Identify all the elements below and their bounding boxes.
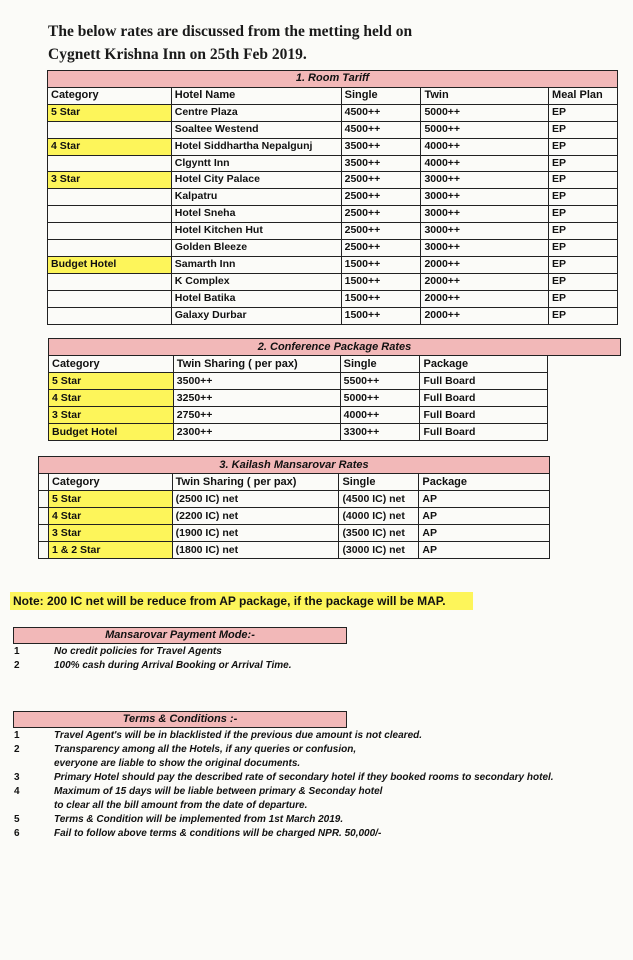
single-rate-cell: 4500++ — [341, 121, 421, 138]
meal-plan-cell: EP — [549, 273, 618, 290]
table-row — [39, 542, 550, 559]
single-rate-cell: 4000++ — [340, 407, 420, 424]
single-rate-cell: (4000 IC) net — [339, 508, 419, 525]
blank-cell — [548, 356, 621, 373]
terms-title: Terms & Conditions :- — [13, 711, 347, 728]
hotel-name-cell: Samarth Inn — [171, 256, 341, 273]
twin-rate-cell: 3500++ — [173, 373, 340, 390]
list-item-number: 1 — [14, 730, 20, 741]
twin-rate-cell: 3000++ — [421, 240, 549, 257]
hotel-name-cell: Kalpatru — [171, 189, 341, 206]
meal-plan-cell: EP — [549, 138, 618, 155]
blank-cell — [39, 491, 49, 508]
package-cell: AP — [419, 542, 550, 559]
list-item-number: 6 — [14, 828, 20, 839]
single-rate-cell: 4500++ — [341, 104, 421, 121]
list-item-text: Terms & Condition will be implemented from 1st March 2019. — [54, 814, 344, 825]
list-item — [14, 813, 554, 827]
list-item-text: Primary Hotel should pay the described rate of secondary hotel if they booked rooms to secondary hotel. — [54, 772, 554, 783]
category-cell — [48, 273, 172, 290]
twin-rate-cell: 3000++ — [421, 189, 549, 206]
col-header: Hotel Name — [171, 87, 341, 104]
list-item-number: 3 — [14, 772, 20, 783]
single-rate-cell: 2500++ — [341, 206, 421, 223]
list-item-number: 1 — [14, 646, 20, 657]
hotel-name-cell: Hotel Kitchen Hut — [171, 223, 341, 240]
package-cell: AP — [419, 491, 550, 508]
package-cell: AP — [419, 525, 550, 542]
table-row — [48, 273, 618, 290]
table-row — [48, 223, 618, 240]
category-cell: 4 Star — [48, 138, 172, 155]
list-item — [14, 785, 554, 799]
conference-table — [48, 338, 621, 441]
category-cell — [48, 189, 172, 206]
meal-plan-cell: EP — [549, 104, 618, 121]
category-cell: 1 & 2 Star — [48, 542, 172, 559]
category-cell — [48, 206, 172, 223]
table-row — [39, 508, 550, 525]
category-cell — [48, 290, 172, 307]
list-item-text: Fail to follow above terms & conditions will be charged NPR. 50,000/- — [54, 828, 382, 839]
twin-rate-cell: 2750++ — [173, 407, 340, 424]
single-rate-cell: 2500++ — [341, 172, 421, 189]
meal-plan-cell: EP — [549, 256, 618, 273]
twin-rate-cell: 2000++ — [421, 290, 549, 307]
package-cell: Full Board — [420, 373, 548, 390]
meal-plan-cell: EP — [549, 155, 618, 172]
list-item — [14, 799, 554, 813]
blank-cell — [39, 508, 49, 525]
col-header: Category — [48, 87, 172, 104]
table-row — [48, 121, 618, 138]
twin-rate-cell: 3000++ — [421, 172, 549, 189]
twin-rate-cell: (1900 IC) net — [172, 525, 339, 542]
col-header: Single — [339, 474, 419, 491]
meal-plan-cell: EP — [549, 206, 618, 223]
table-row — [49, 390, 621, 407]
col-header: Single — [341, 87, 421, 104]
table-row — [48, 256, 618, 273]
single-rate-cell: (3500 IC) net — [339, 525, 419, 542]
list-item — [14, 659, 291, 673]
table-row — [48, 240, 618, 257]
conference-title: 2. Conference Package Rates — [49, 339, 621, 356]
meal-plan-cell: EP — [549, 290, 618, 307]
hotel-name-cell: Hotel Sneha — [171, 206, 341, 223]
hotel-name-cell: Hotel Batika — [171, 290, 341, 307]
category-cell — [48, 240, 172, 257]
meal-plan-cell: EP — [549, 307, 618, 324]
single-rate-cell: 1500++ — [341, 307, 421, 324]
col-header: Package — [420, 356, 548, 373]
single-rate-cell: 5000++ — [340, 390, 420, 407]
single-rate-cell: 1500++ — [341, 256, 421, 273]
single-rate-cell: 3500++ — [341, 138, 421, 155]
category-cell: 3 Star — [48, 525, 172, 542]
category-cell: Budget Hotel — [49, 424, 174, 441]
blank-cell — [39, 474, 49, 491]
list-item-number: 2 — [14, 744, 20, 755]
hotel-name-cell: K Complex — [171, 273, 341, 290]
list-item-text: 100% cash during Arrival Booking or Arrival Time. — [54, 660, 292, 671]
twin-rate-cell: (2500 IC) net — [172, 491, 339, 508]
list-item-number: 5 — [14, 814, 20, 825]
list-item-number: 4 — [14, 786, 20, 797]
category-cell: 4 Star — [48, 508, 172, 525]
table-row — [48, 307, 618, 324]
hotel-name-cell: Centre Plaza — [171, 104, 341, 121]
single-rate-cell: 1500++ — [341, 273, 421, 290]
blank-cell — [548, 424, 621, 441]
meal-plan-cell: EP — [549, 121, 618, 138]
list-item — [14, 743, 554, 757]
list-item-text: to clear all the bill amount from the date of departure. — [54, 800, 308, 811]
list-item-number: 2 — [14, 660, 20, 671]
payment-mode-title: Mansarovar Payment Mode:- — [13, 627, 347, 644]
table-row — [48, 155, 618, 172]
category-cell — [48, 155, 172, 172]
twin-rate-cell: 3000++ — [421, 223, 549, 240]
list-item — [14, 771, 554, 785]
twin-rate-cell: 5000++ — [421, 104, 549, 121]
twin-rate-cell: 2000++ — [421, 256, 549, 273]
table-row — [49, 373, 621, 390]
list-item-text: Travel Agent's will be in blacklisted if the previous due amount is not cleared. — [54, 730, 423, 741]
meal-plan-cell: EP — [549, 189, 618, 206]
twin-rate-cell: (1800 IC) net — [172, 542, 339, 559]
table-row — [39, 525, 550, 542]
hotel-name-cell: Clgyntt Inn — [171, 155, 341, 172]
category-cell — [48, 223, 172, 240]
meal-plan-cell: EP — [549, 240, 618, 257]
col-header: Single — [340, 356, 420, 373]
table-row — [48, 206, 618, 223]
single-rate-cell: 1500++ — [341, 290, 421, 307]
category-cell: 5 Star — [48, 491, 172, 508]
package-cell: AP — [419, 508, 550, 525]
twin-rate-cell: 4000++ — [421, 155, 549, 172]
blank-cell — [548, 390, 621, 407]
category-cell: Budget Hotel — [48, 256, 172, 273]
table-row — [48, 138, 618, 155]
blank-cell — [39, 542, 49, 559]
kailash-table — [38, 456, 550, 559]
category-cell: 3 Star — [49, 407, 174, 424]
category-cell — [48, 121, 172, 138]
table-row — [48, 172, 618, 189]
list-item-text: Maximum of 15 days will be liable between primary & Seconday hotel — [54, 786, 383, 797]
category-cell: 3 Star — [48, 172, 172, 189]
twin-rate-cell: 2000++ — [421, 307, 549, 324]
room-tariff-table — [47, 70, 618, 325]
note-banner: Note: 200 IC net will be reduce from AP package, if the package will be MAP. — [10, 592, 473, 610]
hotel-name-cell: Hotel City Palace — [171, 172, 341, 189]
twin-rate-cell: 2300++ — [173, 424, 340, 441]
table-row — [39, 491, 550, 508]
table-row — [48, 189, 618, 206]
list-item — [14, 827, 554, 841]
table-row — [49, 407, 621, 424]
col-header: Twin Sharing ( per pax) — [173, 356, 340, 373]
twin-rate-cell: 5000++ — [421, 121, 549, 138]
heading-line-2: Cygnett Krishna Inn on 25th Feb 2019. — [48, 46, 307, 63]
list-item-text: everyone are liable to show the original documents. — [54, 758, 301, 769]
table-row — [49, 424, 621, 441]
list-item-text: Transparency among all the Hotels, if any queries or confusion, — [54, 744, 357, 755]
hotel-name-cell: Hotel Siddhartha Nepalgunj — [171, 138, 341, 155]
table-row — [48, 290, 618, 307]
meal-plan-cell: EP — [549, 223, 618, 240]
list-item-text: No credit policies for Travel Agents — [54, 646, 222, 657]
hotel-name-cell: Soaltee Westend — [171, 121, 341, 138]
list-item — [14, 645, 291, 659]
col-header: Twin — [421, 87, 549, 104]
list-item — [14, 729, 554, 743]
single-rate-cell: 3500++ — [341, 155, 421, 172]
col-header: Meal Plan — [549, 87, 618, 104]
col-header: Category — [49, 356, 174, 373]
hotel-name-cell: Galaxy Durbar — [171, 307, 341, 324]
document-heading — [48, 20, 412, 66]
payment-mode-list — [14, 645, 291, 673]
terms-list — [14, 729, 554, 841]
twin-rate-cell: 3000++ — [421, 206, 549, 223]
col-header: Category — [48, 474, 172, 491]
kailash-title: 3. Kailash Mansarovar Rates — [39, 457, 550, 474]
twin-rate-cell: (2200 IC) net — [172, 508, 339, 525]
table-row — [48, 104, 618, 121]
package-cell: Full Board — [420, 390, 548, 407]
single-rate-cell: 2500++ — [341, 223, 421, 240]
col-header: Package — [419, 474, 550, 491]
package-cell: Full Board — [420, 407, 548, 424]
hotel-name-cell: Golden Bleeze — [171, 240, 341, 257]
single-rate-cell: 5500++ — [340, 373, 420, 390]
package-cell: Full Board — [420, 424, 548, 441]
twin-rate-cell: 4000++ — [421, 138, 549, 155]
blank-cell — [548, 407, 621, 424]
blank-cell — [39, 525, 49, 542]
category-cell: 5 Star — [48, 104, 172, 121]
list-item — [14, 757, 554, 771]
single-rate-cell: (3000 IC) net — [339, 542, 419, 559]
single-rate-cell: 3300++ — [340, 424, 420, 441]
single-rate-cell: (4500 IC) net — [339, 491, 419, 508]
blank-cell — [548, 373, 621, 390]
room-tariff-title: 1. Room Tariff — [48, 71, 618, 88]
single-rate-cell: 2500++ — [341, 240, 421, 257]
category-cell — [48, 307, 172, 324]
category-cell: 4 Star — [49, 390, 174, 407]
twin-rate-cell: 3250++ — [173, 390, 340, 407]
twin-rate-cell: 2000++ — [421, 273, 549, 290]
meal-plan-cell: EP — [549, 172, 618, 189]
single-rate-cell: 2500++ — [341, 189, 421, 206]
heading-line-1: The below rates are discussed from the metting held on — [48, 23, 413, 40]
category-cell: 5 Star — [49, 373, 174, 390]
col-header: Twin Sharing ( per pax) — [172, 474, 339, 491]
